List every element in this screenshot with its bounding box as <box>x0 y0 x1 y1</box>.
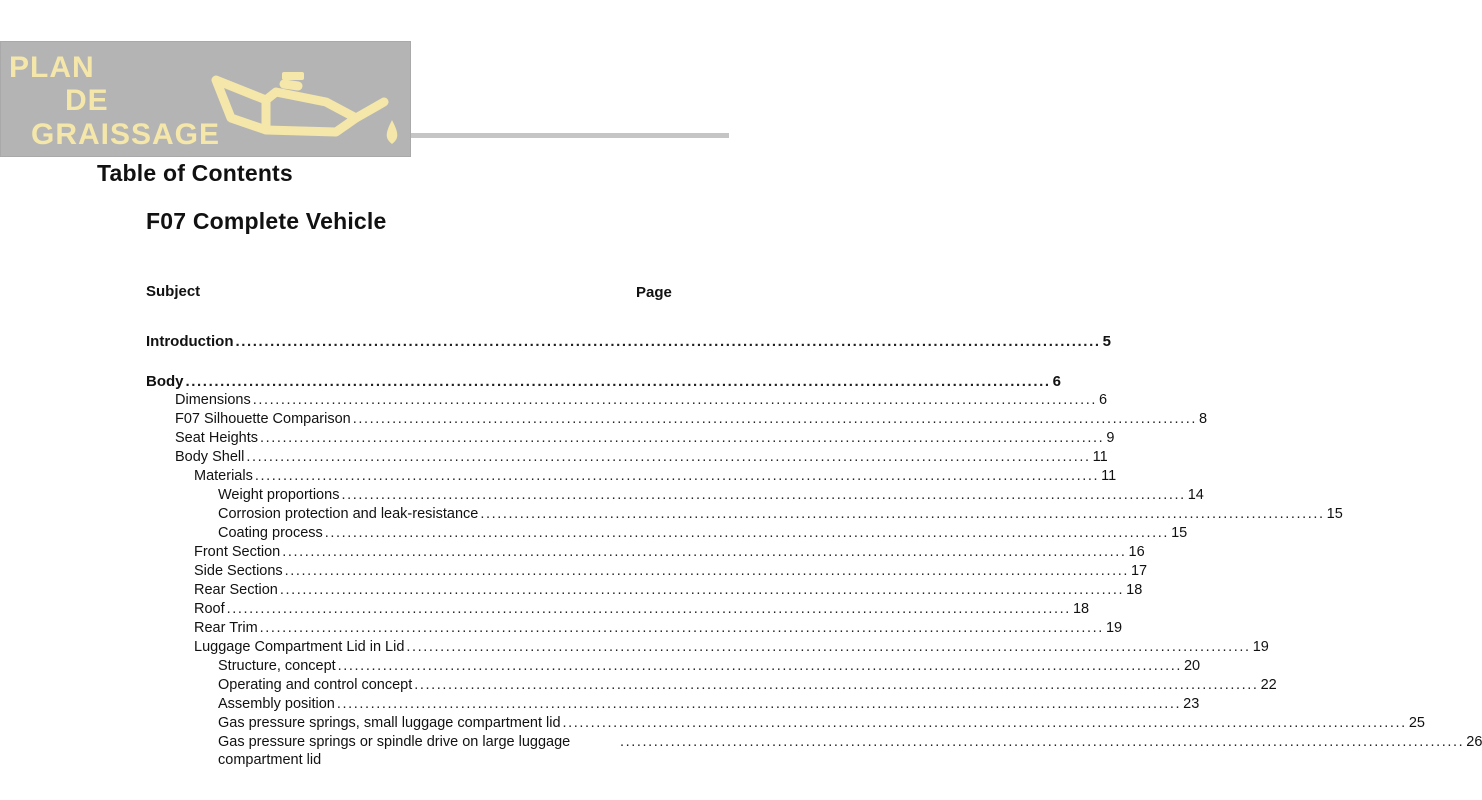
toc-entry-label: Gas pressure springs or spindle drive on large luggage compartment lid <box>218 734 571 768</box>
toc-leader-dots <box>406 638 1250 656</box>
toc-entry-page: 25 <box>1408 715 1425 731</box>
toc-entry-label: Weight proportions <box>218 487 340 503</box>
toc-entry-label: Luggage Compartment Lid in Lid <box>194 639 405 655</box>
toc-entry-label: Materials <box>194 468 253 484</box>
toc-entry-label: Assembly position <box>218 696 335 712</box>
toc-entry <box>146 543 1145 561</box>
toc-entry <box>146 657 1201 675</box>
toc-list <box>146 0 1482 768</box>
toc-entry <box>146 676 1277 694</box>
toc-entry <box>146 619 1123 637</box>
toc-entry-label: Body <box>146 373 184 390</box>
toc-entry-label: Roof <box>194 601 225 617</box>
toc-leader-dots <box>282 543 1126 561</box>
toc-leader-dots <box>285 562 1129 580</box>
toc-entry-page: 20 <box>1183 658 1201 674</box>
toc-leader-dots <box>253 391 1097 409</box>
toc-leader-dots <box>246 448 1090 466</box>
toc-entry <box>146 600 1090 618</box>
logo-line-2: DE <box>65 84 109 117</box>
toc-entry-page: 17 <box>1130 563 1148 579</box>
toc-entry <box>146 581 1143 599</box>
toc-leader-dots <box>337 695 1181 713</box>
toc-entry <box>146 524 1188 542</box>
toc-entry <box>146 562 1148 580</box>
toc-entry-label: F07 Silhouette Comparison <box>175 411 351 427</box>
toc-entry-label: Operating and control concept <box>218 677 413 693</box>
toc-leader-dots <box>325 524 1169 542</box>
toc-entry <box>146 333 1111 351</box>
toc-entry-label: Rear Trim <box>194 620 258 636</box>
logo-line-1: PLAN <box>9 51 95 84</box>
toc-entry-page: 19 <box>1105 620 1123 636</box>
toc-leader-dots <box>255 467 1099 485</box>
toc-entry-label: Structure, concept <box>218 658 336 674</box>
toc-entry-page: 16 <box>1128 544 1145 560</box>
toc-entry-page: 5 <box>1102 333 1111 350</box>
toc-entry-page: 9 <box>1106 430 1115 446</box>
toc-leader-dots <box>186 373 1051 391</box>
toc-entry <box>146 638 1269 656</box>
toc-entry-label: Body Shell <box>175 449 245 465</box>
toc-entry-page: 15 <box>1171 525 1188 541</box>
toc-entry <box>146 467 1117 485</box>
toc-entry <box>146 410 1208 428</box>
toc-leader-dots <box>338 657 1182 675</box>
document-title: F07 Complete Vehicle <box>146 208 387 234</box>
toc-leader-dots <box>414 676 1258 694</box>
toc-heading: Table of Contents <box>97 160 293 186</box>
toc-entry-label: Dimensions <box>175 392 251 408</box>
toc-entry <box>146 733 1482 769</box>
toc-leader-dots <box>563 714 1407 732</box>
toc-entry-page: 18 <box>1072 601 1090 617</box>
toc-entry-page: 6 <box>1052 373 1061 390</box>
toc-leader-dots <box>227 600 1071 618</box>
toc-entry <box>146 429 1115 447</box>
toc-entry-page: 8 <box>1199 411 1208 427</box>
toc-entry <box>146 391 1108 409</box>
toc-leader-dots <box>260 619 1104 637</box>
toc-entry-page: 19 <box>1252 639 1269 655</box>
toc-leader-dots <box>260 429 1104 447</box>
toc-entry-page: 15 <box>1326 506 1343 522</box>
toc-entry-page: 11 <box>1101 468 1117 484</box>
toc-leader-dots <box>280 581 1124 599</box>
toc-entry <box>146 714 1425 732</box>
toc-entry-page: 6 <box>1099 392 1108 408</box>
toc-leader-dots <box>353 410 1197 428</box>
toc-leader-dots <box>341 486 1185 504</box>
toc-entry-label: Side Sections <box>194 563 283 579</box>
toc-entry-label: Front Section <box>194 544 281 560</box>
toc-entry-page: 26 <box>1466 734 1482 750</box>
toc-entry <box>146 695 1200 713</box>
toc-entry-label: Rear Section <box>194 582 278 598</box>
toc-leader-dots <box>235 333 1100 351</box>
toc-entry-page: 22 <box>1260 677 1277 693</box>
toc-entry <box>146 486 1204 504</box>
toc-entry-page: 18 <box>1126 582 1143 598</box>
toc-entry-label: Introduction <box>146 333 234 350</box>
toc-entry-page: 14 <box>1187 487 1204 503</box>
toc-entry-label: Seat Heights <box>175 430 259 446</box>
toc-entry-label: Coating process <box>218 525 323 541</box>
toc-entry-page: 11 <box>1092 449 1108 465</box>
page-column-header: Page <box>636 284 672 301</box>
toc-entry <box>146 505 1343 523</box>
toc-entry <box>146 448 1108 466</box>
toc-entry-page: 23 <box>1183 696 1200 712</box>
toc-entry-label: Corrosion protection and leak-resistance <box>218 506 479 522</box>
toc-leader-dots <box>620 733 1464 751</box>
toc-entry <box>146 373 1061 391</box>
logo-line-3: GRAISSAGE <box>31 118 221 151</box>
toc-entry-label: Gas pressure springs, small luggage compartment lid <box>218 715 561 731</box>
toc-leader-dots <box>480 505 1324 523</box>
subject-column-header: Subject <box>146 283 201 300</box>
